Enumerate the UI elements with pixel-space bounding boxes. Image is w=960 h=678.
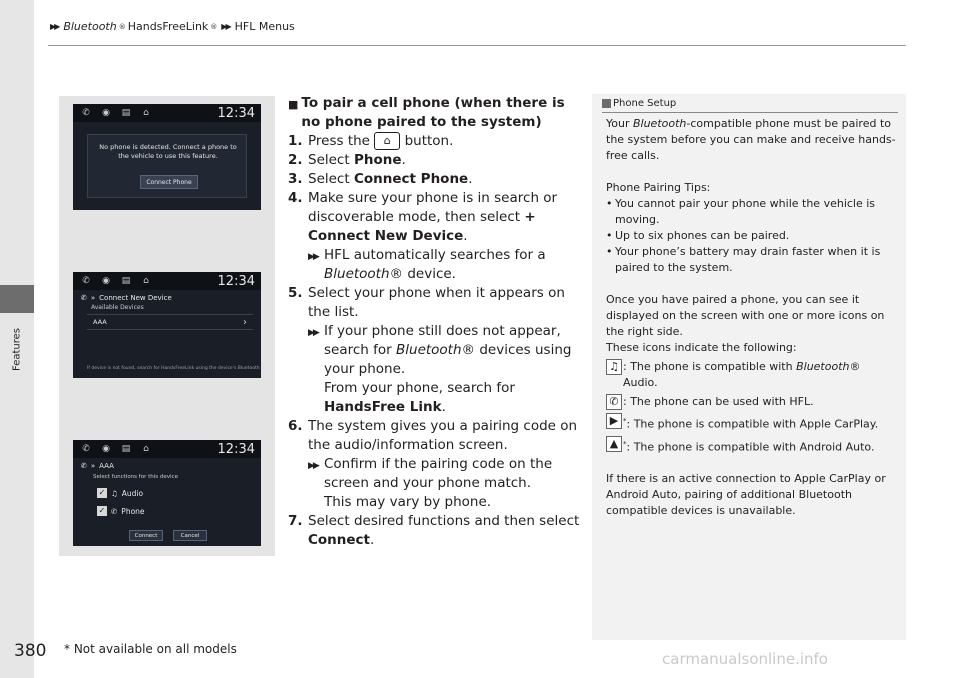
device-title: AAA — [99, 462, 114, 470]
phone-icon: ✆ — [81, 462, 87, 470]
note-title: Phone Setup — [613, 98, 677, 109]
tip-item: • You cannot pair your phone while the vehicle is moving. — [606, 197, 876, 226]
step-6-result: ▶▶ Confirm if the pairing code on the screen and your phone match. — [308, 456, 553, 491]
step-6-note: This may vary by phone. — [324, 494, 492, 510]
nav-icon: ◉ — [102, 444, 110, 454]
breadcrumb-separator-icon: ▶▶ — [221, 22, 230, 31]
carplay-icon: ▶ — [606, 413, 622, 429]
device-row[interactable] — [87, 314, 253, 330]
home-button-icon: ⌂ — [374, 132, 400, 150]
breadcrumb-handsfreelink[interactable]: HandsFreeLink — [127, 20, 209, 33]
screen-clock: 12:34 — [217, 274, 255, 289]
screen-topbar — [73, 440, 261, 458]
select-functions-label: Select functions for this device — [93, 474, 178, 480]
home-icon: ⌂ — [143, 444, 149, 454]
footnote: * Not available on all models — [64, 642, 237, 656]
phone-option-label: Phone — [121, 506, 145, 516]
connect-phone-button[interactable]: Connect Phone — [140, 175, 198, 189]
screen-footer-hint: If device is not found, search for HandsFreeLink using the device's Bluetooth — [87, 366, 260, 371]
phone-setup-note — [592, 94, 906, 640]
result-arrow-icon: ▶▶ — [308, 328, 318, 338]
home-icon: ⌂ — [143, 108, 149, 118]
note-paragraph: Your Bluetooth-compatible phone must be paired to the system before you can make and receive hands-free calls. — [606, 117, 896, 162]
screen-clock: 12:34 — [217, 106, 255, 121]
available-devices-label: Available Devices — [91, 304, 144, 311]
cancel-button[interactable]: Cancel — [173, 530, 207, 541]
no-phone-message: No phone is detected. Connect a phone to the vehicle to use this feature. — [99, 143, 237, 160]
icon-legend-carplay: ▶ *: The phone is compatible with Apple CarPlay. — [606, 413, 896, 433]
phone-icon: ✆ — [81, 294, 87, 302]
step-3: 3. Select Connect Phone. — [288, 171, 473, 187]
chapter-sidebar — [0, 0, 34, 678]
device-name: AAA — [93, 318, 107, 326]
breadcrumb: ▶▶ Bluetooth ® HandsFreeLink ® ▶▶ HFL Menus — [50, 20, 295, 33]
step-7: 7. Select desired functions and then select Connect. — [288, 513, 580, 548]
step-1: 1. Press the ⌂ button. — [288, 133, 454, 149]
pairing-steps — [288, 94, 588, 550]
music-note-icon: ♫ — [606, 359, 622, 375]
bullet-icon: • — [606, 197, 613, 210]
step-2: 2. Select Phone. — [288, 152, 406, 168]
audio-option[interactable] — [97, 486, 217, 500]
phone-icon: ✆ — [82, 276, 90, 286]
screen-select-functions — [73, 440, 261, 546]
result-arrow-icon: ▶▶ — [308, 252, 318, 262]
page-number: 380 — [14, 641, 47, 661]
breadcrumb-hfl-menus[interactable]: HFL Menus — [234, 20, 295, 33]
no-phone-dialog — [87, 134, 247, 198]
note-body — [606, 116, 896, 519]
breadcrumb-bluetooth[interactable]: Bluetooth — [63, 20, 117, 33]
android-auto-icon: ▲ — [606, 436, 622, 452]
checkbox-checked-icon[interactable]: ✓ — [98, 506, 106, 515]
screen-title — [81, 294, 172, 302]
bullet-icon: • — [606, 245, 613, 258]
note-paragraph: If there is an active connection to Apple CarPlay or Android Auto, pairing of additional Bluetooth compatible devices is unavailable. — [606, 472, 886, 518]
step-6: 6. The system gives you a pairing code on the audio/information screen. — [288, 418, 578, 453]
chevron-right-icon: › — [243, 316, 247, 328]
watermark: carmanualsonline.info — [662, 650, 828, 668]
section-heading: ■ To pair a cell phone (when there is no phone paired to the system) — [288, 95, 565, 130]
connect-new-device-title: Connect New Device — [99, 294, 172, 302]
chapter-label: Features — [11, 328, 23, 372]
result-arrow-icon: ▶▶ — [308, 461, 318, 471]
step-4: 4. Make sure your phone is in search or discoverable mode, then select + Connect New Device. — [288, 190, 558, 244]
music-note-icon: ♫ — [111, 488, 118, 498]
chapter-tab-marker — [0, 285, 34, 313]
note-marker-icon — [602, 99, 611, 108]
screen-no-phone — [73, 104, 261, 210]
file-icon: ▤ — [121, 108, 131, 118]
phone-icon: ✆ — [82, 444, 90, 454]
step-5-result: ▶▶ If your phone still does not appear, search for Bluetooth® devices using your phone. — [308, 323, 572, 377]
screen-clock: 12:34 — [217, 442, 255, 457]
screen-topbar — [73, 104, 261, 122]
phone-icon: ✆ — [82, 108, 90, 118]
tips-title: Phone Pairing Tips: — [606, 181, 711, 194]
step-5: 5. Select your phone when it appears on the list. — [288, 285, 565, 320]
nav-icon: ◉ — [102, 276, 110, 286]
phone-option[interactable] — [97, 504, 217, 518]
audio-option-label: Audio — [121, 488, 144, 498]
back-chevrons-icon: » — [90, 294, 96, 302]
tip-item: • Up to six phones can be paired. — [606, 229, 790, 242]
note-rule — [602, 112, 898, 113]
breadcrumb-arrow-icon: ▶▶ — [50, 22, 59, 31]
screen-connect-new-device — [73, 272, 261, 378]
bullet-icon: • — [606, 229, 613, 242]
tip-item: • Your phone’s battery may drain faster when it is paired to the system. — [606, 245, 881, 274]
square-bullet-icon: ■ — [288, 98, 299, 111]
back-chevrons-icon: » — [90, 462, 96, 470]
icon-legend-hfl: ✆ : The phone can be used with HFL. — [606, 394, 896, 410]
header-rule — [48, 45, 906, 46]
icon-legend-android-auto: ▲ *: The phone is compatible with Android Auto. — [606, 436, 896, 456]
icon-legend-audio: ♫ : The phone is compatible with Bluetooth® Audio. — [606, 359, 896, 391]
note-paragraph: These icons indicate the following: — [606, 341, 797, 354]
phone-icon: ✆ — [606, 394, 622, 410]
phone-icon: ✆ — [111, 506, 118, 516]
screen-title — [81, 462, 114, 470]
home-icon: ⌂ — [143, 276, 149, 286]
screens-illustration — [59, 96, 275, 556]
step-5-note: From your phone, search for HandsFree Link. — [324, 380, 515, 415]
file-icon: ▤ — [121, 276, 131, 286]
step-4-result: ▶▶ HFL automatically searches for a Bluetooth® device. — [308, 247, 546, 282]
note-header — [602, 98, 676, 109]
screen-topbar — [73, 272, 261, 290]
note-paragraph: Once you have paired a phone, you can see it displayed on the screen with one or more icons on the right side. — [606, 293, 885, 338]
file-icon: ▤ — [121, 444, 131, 454]
nav-icon: ◉ — [102, 108, 110, 118]
checkbox-checked-icon[interactable]: ✓ — [98, 488, 106, 497]
connect-button[interactable]: Connect — [129, 530, 163, 541]
